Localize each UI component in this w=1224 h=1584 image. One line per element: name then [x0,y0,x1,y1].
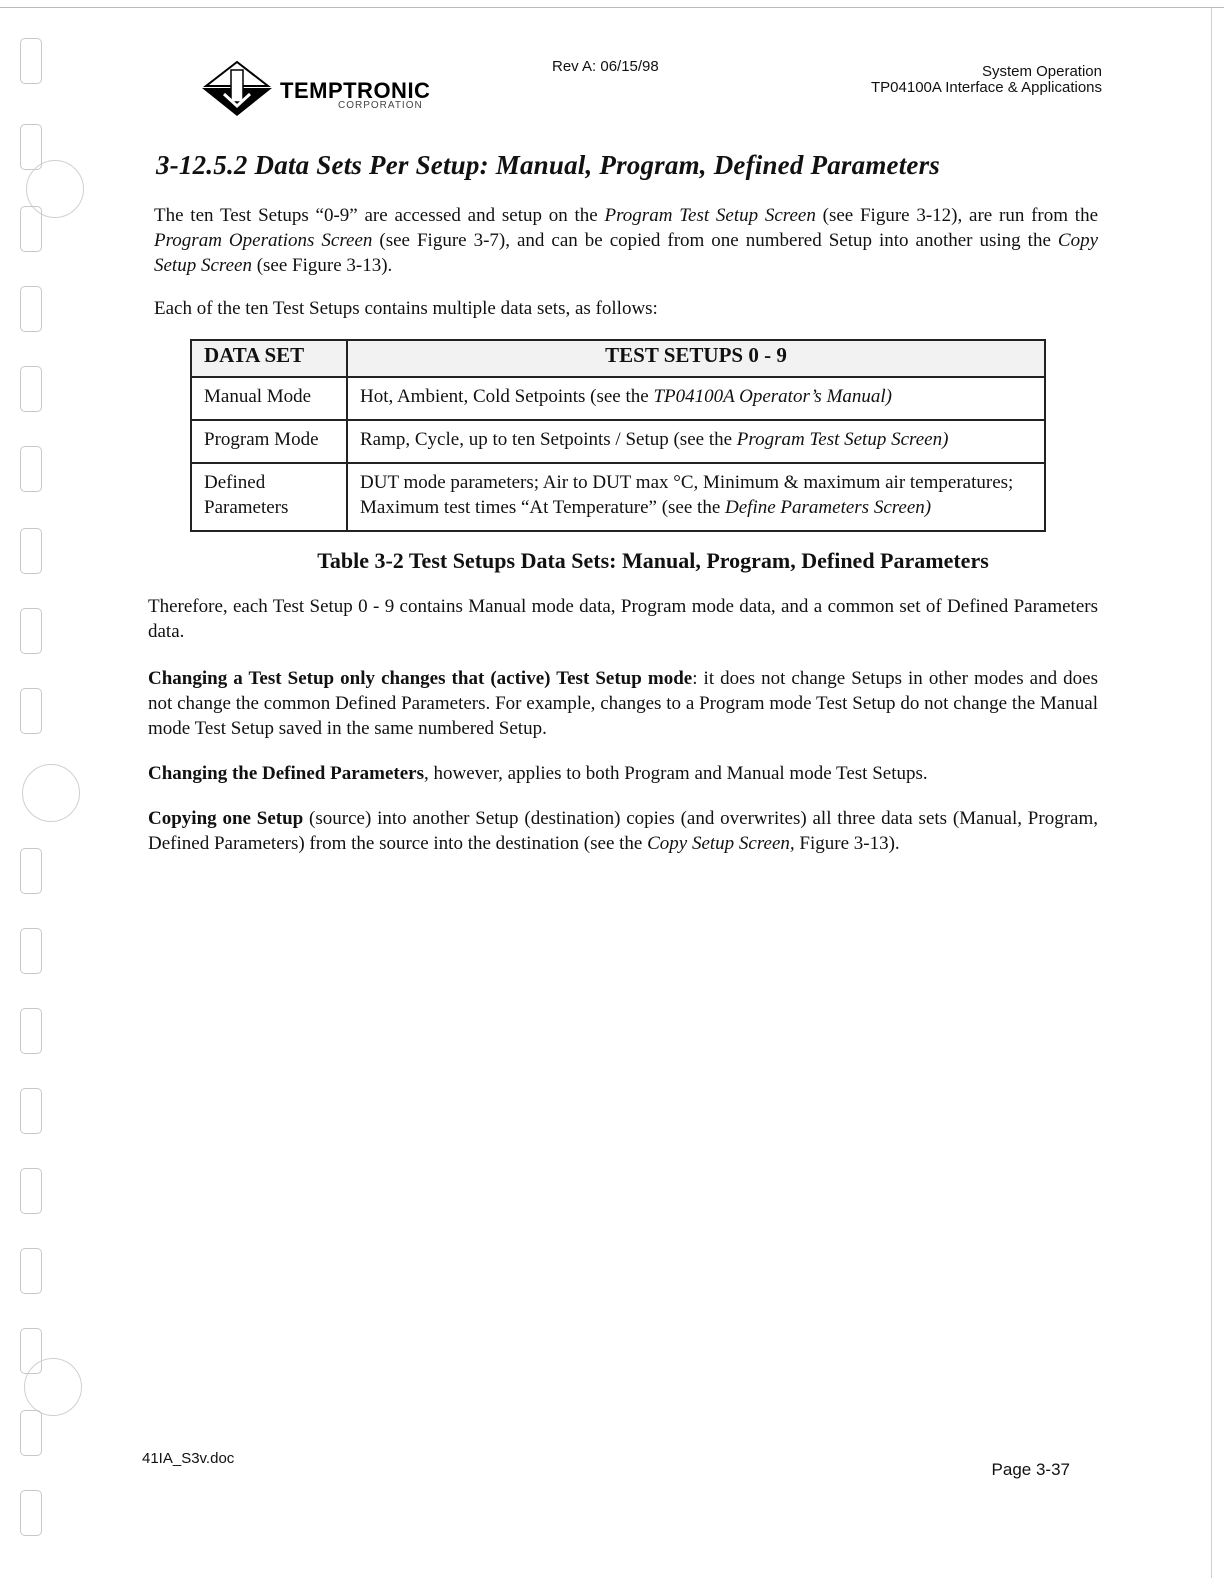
section-name: System Operation [981,63,1102,80]
table-cell-name: Manual Mode [191,377,347,420]
paragraph-text: , however, applies to both Program and Manual mode Test Setups. [424,763,928,784]
footer-page-number: Page 3-37 [991,1460,1070,1479]
page-content [148,150,1098,872]
table-cell-name: Defined Parameters [191,463,347,531]
punch-hole [20,928,42,974]
paragraph-text: (source) into another Setup (destination) copies (and overwrites) all three data sets (Manual, Program, Defined Parameters) from the source into the destination (see the [148,808,1098,854]
punch-hole [20,608,42,654]
punch-hole [20,286,42,332]
paragraph-text: Figure 3-13). [794,833,900,854]
cell-text: Ramp, Cycle, up to ten Setpoints / Setup (see the [360,429,737,450]
intro-text: (see Figure 3-13). [251,255,393,276]
revision-date: Rev A: 06/15/98 [552,58,659,75]
table-row [191,420,1045,463]
punch-hole [20,1248,42,1294]
punch-hole [20,1008,42,1054]
punch-hole [20,848,42,894]
paragraph-changing-setup [148,666,1098,741]
table-cell-desc [347,420,1045,463]
intro-ref: Program Test Setup Screen [604,205,816,226]
right-rule [1211,8,1212,1578]
punch-hole [20,1490,42,1536]
table-cell-name: Program Mode [191,420,347,463]
cell-ref: TP04100A Operator’s Manual) [653,386,893,407]
intro-ref: Program Operations Screen [154,230,373,251]
intro-paragraph [154,203,1098,278]
binder-ring [22,764,80,822]
cell-ref: Define Parameters Screen) [725,497,932,518]
punch-hole [20,124,42,170]
table-row [191,377,1045,420]
cell-ref: Program Test Setup Screen) [736,429,949,450]
data-sets-table [190,339,1046,532]
page-header [0,0,1224,120]
paragraph-ref: Copy Setup Screen, [647,833,795,854]
intro-text: The ten Test Setups “0-9” are accessed and setup on the [154,205,605,226]
column-header: DATA SET [191,340,347,377]
section-heading: 3-12.5.2 Data Sets Per Setup: Manual, Program, Defined Parameters [156,150,941,180]
document-title: TP04100A Interface & Applications [871,79,1102,96]
punch-hole [20,366,42,412]
punch-hole [20,1410,42,1456]
cell-text: DUT mode parameters; Air to DUT max °C, Minimum & maximum air temperatures; Maximum test times “At Temperature” (see the [360,472,1014,518]
logo-name: TEMPTRONIC [280,78,431,103]
paragraph-therefore: Therefore, each Test Setup 0 - 9 contains Manual mode data, Program mode data, and a common set of Defined Parameters data. [148,596,1098,642]
table-row [191,463,1045,531]
paragraph-bold-lead: Changing the Defined Parameters [148,763,424,784]
footer-filename: 41IA_S3v.doc [142,1450,235,1467]
table-caption: Table 3-2 Test Setups Data Sets: Manual, Program, Defined Parameters [317,548,989,573]
table-cell-desc [347,463,1045,531]
intro-text: (see Figure 3-7), and can be copied from one numbered Setup into another using the [372,230,1058,251]
punch-hole [20,528,42,574]
table-cell-desc [347,377,1045,420]
column-header: TEST SETUPS 0 - 9 [347,340,1045,377]
intro-ref: Copy Setup Screen [154,230,1098,276]
lead-sentence: Each of the ten Test Setups contains multiple data sets, as follows: [154,298,658,319]
punch-hole [20,1168,42,1214]
binder-ring [24,1358,82,1416]
logo-subtitle: CORPORATION [338,100,423,111]
paragraph-copying [148,806,1098,856]
punch-hole [20,206,42,252]
table-header-row [191,340,1045,377]
paragraph-bold-lead: Changing a Test Setup only changes that (active) Test Setup mode [148,668,693,689]
paragraph-text: : it does not change Setups in other modes and does not change the common Defined Parameters. For example, changes to a Program mode Test Setup do not change the Manual mode Test Setup saved in the same numbered Setup. [148,668,1098,739]
punch-hole [20,446,42,492]
intro-text: (see Figure 3-12), are run from the [815,205,1098,226]
temptronic-logo-icon [200,60,274,118]
company-logo [200,60,460,120]
punch-hole [20,1088,42,1134]
paragraph-bold-lead: Copying one Setup [148,808,304,829]
paragraph-defined-parameters [148,761,1098,786]
header-right [871,64,1102,96]
cell-text: Hot, Ambient, Cold Setpoints (see the [360,386,654,407]
punch-hole [20,688,42,734]
